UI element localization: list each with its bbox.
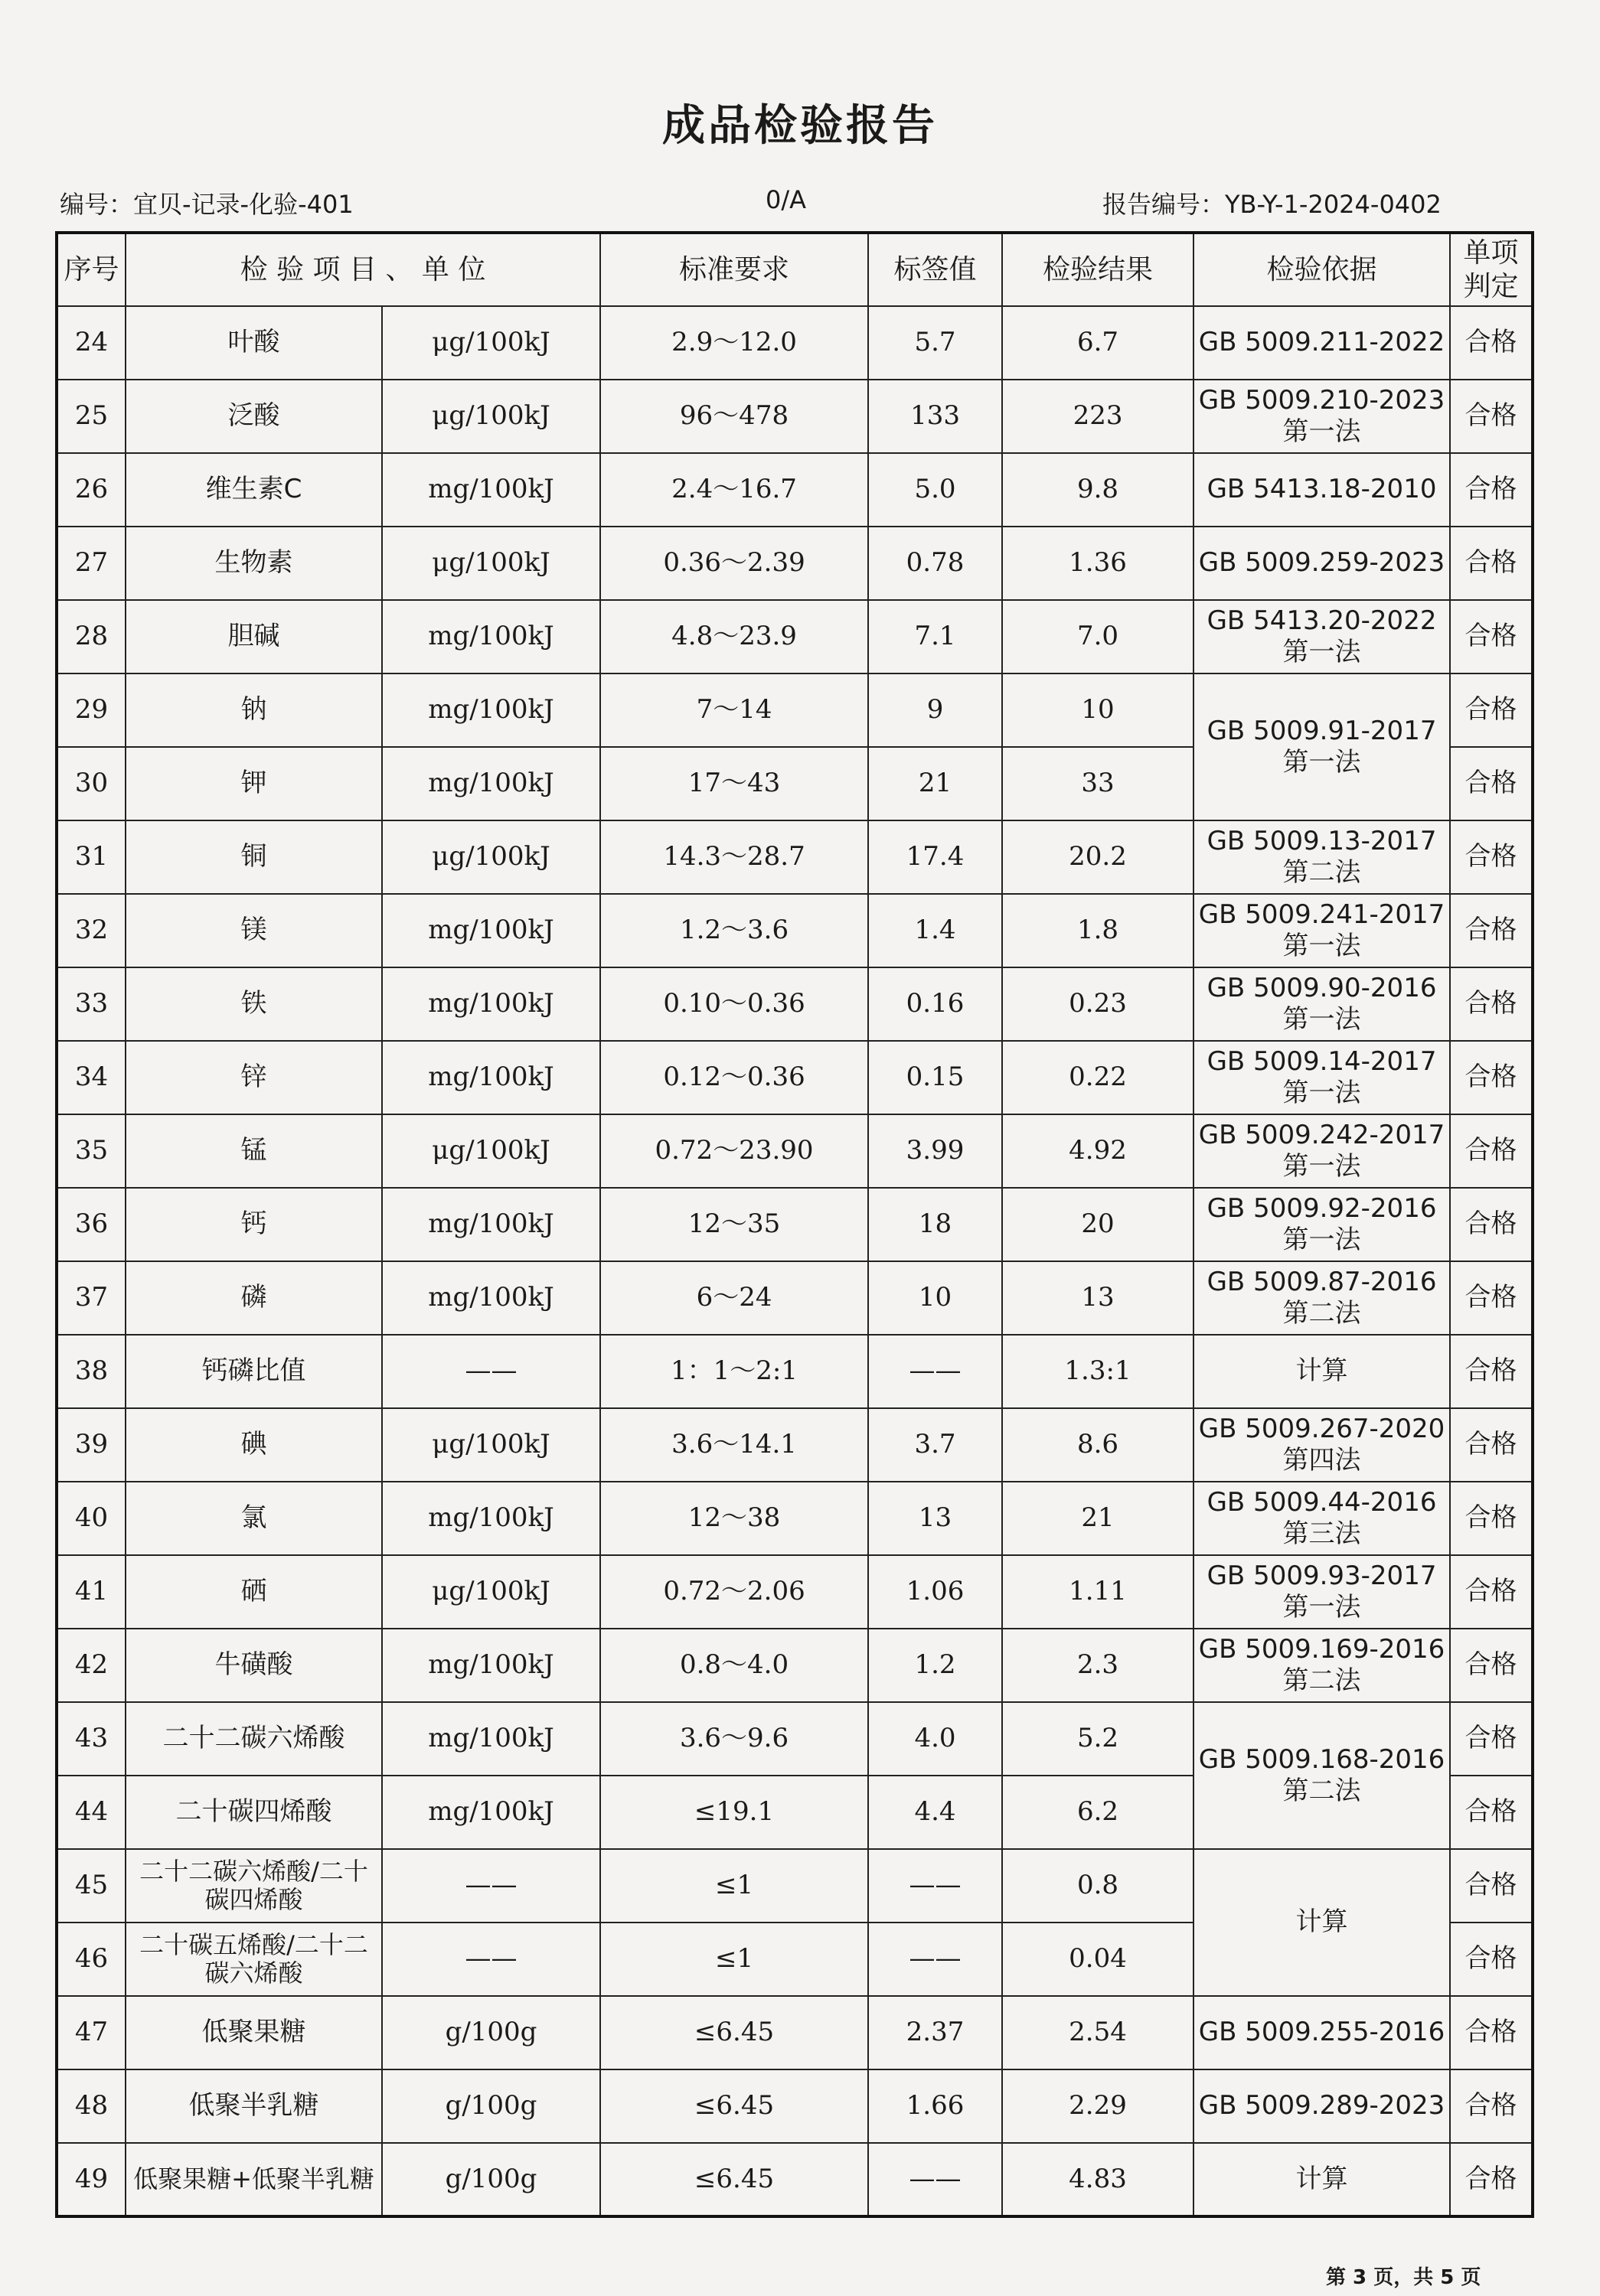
row-label-value: ——	[868, 2143, 1002, 2216]
row-seq: 43	[57, 1702, 126, 1776]
row-result: 2.29	[1002, 2069, 1193, 2143]
row-basis	[1193, 1114, 1450, 1188]
basis-line: GB 5009.90-2016	[1207, 972, 1437, 1003]
row-result: 0.22	[1002, 1041, 1193, 1114]
row-unit: g/100g	[382, 1996, 600, 2069]
basis-line: 第二法	[1282, 857, 1361, 888]
row-item-name: 低聚半乳糖	[126, 2069, 382, 2143]
row-result: 0.23	[1002, 967, 1193, 1041]
row-standard: 14.3～28.7	[600, 820, 868, 894]
row-unit: mg/100kJ	[382, 894, 600, 967]
row-result: 4.92	[1002, 1114, 1193, 1188]
document-code: 编号：宜贝-记录-化验-401	[60, 190, 354, 219]
row-standard: 4.8～23.9	[600, 600, 868, 673]
table-header-row	[57, 233, 1533, 306]
basis-line: GB 5009.92-2016	[1207, 1192, 1437, 1224]
row-item-name: 氯	[126, 1482, 382, 1555]
row-verdict: 合格	[1450, 1041, 1533, 1114]
row-basis	[1193, 1041, 1450, 1114]
row-verdict: 合格	[1450, 967, 1533, 1041]
row-basis	[1193, 1996, 1450, 2069]
basis-line: 第一法	[1282, 416, 1361, 447]
row-standard: 0.8～4.0	[600, 1629, 868, 1702]
row-result: 9.8	[1002, 453, 1193, 527]
row-item-name: 镁	[126, 894, 382, 967]
table-row	[57, 1041, 1533, 1114]
row-standard: 12～38	[600, 1482, 868, 1555]
row-result: 6.7	[1002, 306, 1193, 380]
row-basis	[1193, 453, 1450, 527]
row-verdict: 合格	[1450, 1923, 1533, 1996]
row-label-value: 0.16	[868, 967, 1002, 1041]
row-standard: 0.72～2.06	[600, 1555, 868, 1629]
basis-line: 第一法	[1282, 747, 1361, 778]
row-verdict: 合格	[1450, 2143, 1533, 2216]
row-unit: μg/100kJ	[382, 380, 600, 453]
row-basis	[1193, 1482, 1450, 1555]
row-verdict: 合格	[1450, 1776, 1533, 1849]
row-standard: 6～24	[600, 1261, 868, 1335]
row-seq: 41	[57, 1555, 126, 1629]
table-row	[57, 1702, 1533, 1776]
table-row	[57, 1849, 1533, 1923]
row-basis	[1193, 1335, 1450, 1408]
row-standard: ≤1	[600, 1849, 868, 1923]
basis-line: GB 5009.168-2016	[1198, 1743, 1445, 1775]
table-row	[57, 1996, 1533, 2069]
row-item-name: 二十二碳六烯酸	[126, 1702, 382, 1776]
row-result: 1.11	[1002, 1555, 1193, 1629]
basis-line: GB 5009.211-2022	[1198, 327, 1445, 358]
row-basis	[1193, 1261, 1450, 1335]
table-row	[57, 1335, 1533, 1408]
row-unit: mg/100kJ	[382, 747, 600, 820]
row-basis	[1193, 1408, 1450, 1482]
basis-line: 第一法	[1282, 1151, 1361, 1182]
row-seq: 45	[57, 1849, 126, 1923]
row-seq: 42	[57, 1629, 126, 1702]
row-result: 6.2	[1002, 1776, 1193, 1849]
row-label-value: 17.4	[868, 820, 1002, 894]
row-result: 5.2	[1002, 1702, 1193, 1776]
row-standard: ≤19.1	[600, 1776, 868, 1849]
row-result: 1.3:1	[1002, 1335, 1193, 1408]
row-item-name: 钙	[126, 1188, 382, 1261]
row-seq: 30	[57, 747, 126, 820]
row-verdict: 合格	[1450, 306, 1533, 380]
basis-line: GB 5009.267-2020	[1198, 1413, 1445, 1444]
table-row	[57, 1114, 1533, 1188]
row-seq: 44	[57, 1776, 126, 1849]
row-item-name: 胆碱	[126, 600, 382, 673]
row-verdict: 合格	[1450, 1996, 1533, 2069]
row-label-value: 0.78	[868, 527, 1002, 600]
row-label-value: 21	[868, 747, 1002, 820]
basis-line: 计算	[1295, 1355, 1348, 1387]
row-verdict: 合格	[1450, 1188, 1533, 1261]
row-item-name: 锰	[126, 1114, 382, 1188]
table-row	[57, 820, 1533, 894]
row-unit: μg/100kJ	[382, 1555, 600, 1629]
row-unit: ——	[382, 1849, 600, 1923]
basis-line: 第一法	[1282, 931, 1361, 961]
row-unit: mg/100kJ	[382, 600, 600, 673]
basis-line: 第二法	[1282, 1665, 1361, 1696]
row-label-value: ——	[868, 1335, 1002, 1408]
row-unit: ——	[382, 1923, 600, 1996]
row-verdict: 合格	[1450, 747, 1533, 820]
row-item-name: 钾	[126, 747, 382, 820]
row-standard: 3.6～9.6	[600, 1702, 868, 1776]
row-seq: 38	[57, 1335, 126, 1408]
row-label-value: ——	[868, 1849, 1002, 1923]
row-label-value: 1.2	[868, 1629, 1002, 1702]
table-row	[57, 1482, 1533, 1555]
row-verdict: 合格	[1450, 1335, 1533, 1408]
row-result: 2.3	[1002, 1629, 1193, 1702]
row-label-value: 5.0	[868, 453, 1002, 527]
row-standard: 2.9～12.0	[600, 306, 868, 380]
basis-line: GB 5009.87-2016	[1207, 1266, 1437, 1297]
row-verdict: 合格	[1450, 2069, 1533, 2143]
row-result: 20	[1002, 1188, 1193, 1261]
basis-line: GB 5009.241-2017	[1198, 899, 1445, 930]
basis-line: GB 5009.169-2016	[1198, 1633, 1445, 1665]
table-row	[57, 527, 1533, 600]
header-standard: 标准要求	[600, 233, 868, 306]
row-label-value: 9	[868, 673, 1002, 747]
row-verdict: 合格	[1450, 1629, 1533, 1702]
row-basis	[1193, 1555, 1450, 1629]
row-verdict: 合格	[1450, 527, 1533, 600]
row-unit: g/100g	[382, 2143, 600, 2216]
inspection-table	[55, 231, 1534, 2218]
row-basis	[1193, 2143, 1450, 2216]
row-label-value: 18	[868, 1188, 1002, 1261]
basis-line: 计算	[1295, 2163, 1348, 2194]
row-basis	[1193, 673, 1450, 820]
basis-line: 第三法	[1282, 1518, 1361, 1549]
row-unit: mg/100kJ	[382, 967, 600, 1041]
basis-line: 第四法	[1282, 1445, 1361, 1476]
row-verdict: 合格	[1450, 673, 1533, 747]
row-result: 21	[1002, 1482, 1193, 1555]
report-number: 报告编号：YB-Y-1-2024-0402	[1102, 190, 1442, 219]
row-item-name: 叶酸	[126, 306, 382, 380]
row-result: 2.54	[1002, 1996, 1193, 2069]
row-unit: mg/100kJ	[382, 1702, 600, 1776]
row-item-name: 泛酸	[126, 380, 382, 453]
row-seq: 39	[57, 1408, 126, 1482]
row-standard: ≤6.45	[600, 1996, 868, 2069]
row-seq: 48	[57, 2069, 126, 2143]
row-label-value: 1.4	[868, 894, 1002, 967]
row-seq: 47	[57, 1996, 126, 2069]
basis-line: GB 5009.14-2017	[1207, 1045, 1437, 1077]
row-basis	[1193, 1849, 1450, 1996]
row-item-name: 铁	[126, 967, 382, 1041]
row-standard: 3.6～14.1	[600, 1408, 868, 1482]
row-item-name: 钠	[126, 673, 382, 747]
row-basis	[1193, 820, 1450, 894]
row-label-value: 0.15	[868, 1041, 1002, 1114]
table-row	[57, 2069, 1533, 2143]
basis-line: GB 5009.13-2017	[1207, 825, 1437, 856]
header-seq: 序号	[57, 233, 126, 306]
row-standard: 1.2～3.6	[600, 894, 868, 967]
row-verdict: 合格	[1450, 453, 1533, 527]
row-unit: ——	[382, 1335, 600, 1408]
header-verdict: 单项判定	[1450, 233, 1533, 306]
row-result: 7.0	[1002, 600, 1193, 673]
row-result: 20.2	[1002, 820, 1193, 894]
row-basis	[1193, 380, 1450, 453]
table-row	[57, 2143, 1533, 2216]
header-item-unit: 检 验 项 目 、 单 位	[126, 233, 600, 306]
row-result: 13	[1002, 1261, 1193, 1335]
row-standard: ≤1	[600, 1923, 868, 1996]
row-verdict: 合格	[1450, 380, 1533, 453]
row-item-name: 锌	[126, 1041, 382, 1114]
page-footer: 第 3 页，共 5 页	[1326, 2266, 1481, 2289]
row-seq: 28	[57, 600, 126, 673]
basis-line: GB 5009.242-2017	[1198, 1119, 1445, 1150]
row-seq: 31	[57, 820, 126, 894]
table-row	[57, 894, 1533, 967]
basis-line: GB 5009.93-2017	[1207, 1560, 1437, 1591]
row-item-name: 生物素	[126, 527, 382, 600]
row-item-name: 二十碳四烯酸	[126, 1776, 382, 1849]
row-basis	[1193, 600, 1450, 673]
row-result: 0.04	[1002, 1923, 1193, 1996]
row-label-value: 4.0	[868, 1702, 1002, 1776]
row-item-name: 维生素C	[126, 453, 382, 527]
row-standard: 1：1～2:1	[600, 1335, 868, 1408]
row-unit: mg/100kJ	[382, 1261, 600, 1335]
row-basis	[1193, 894, 1450, 967]
row-label-value: 5.7	[868, 306, 1002, 380]
row-standard: ≤6.45	[600, 2069, 868, 2143]
row-unit: μg/100kJ	[382, 1114, 600, 1188]
row-item-name: 低聚果糖	[126, 1996, 382, 2069]
row-result: 223	[1002, 380, 1193, 453]
row-unit: μg/100kJ	[382, 820, 600, 894]
basis-line: 第一法	[1282, 1592, 1361, 1623]
row-unit: μg/100kJ	[382, 1408, 600, 1482]
row-label-value: 2.37	[868, 1996, 1002, 2069]
row-seq: 36	[57, 1188, 126, 1261]
row-verdict: 合格	[1450, 1702, 1533, 1776]
row-verdict: 合格	[1450, 894, 1533, 967]
basis-line: GB 5009.255-2016	[1198, 2017, 1445, 2048]
basis-line: 第二法	[1282, 1776, 1361, 1806]
row-item-name: 二十碳五烯酸/二十二碳六烯酸	[126, 1923, 382, 1996]
row-result: 33	[1002, 747, 1193, 820]
row-result: 4.83	[1002, 2143, 1193, 2216]
row-standard: 2.4～16.7	[600, 453, 868, 527]
row-item-name: 磷	[126, 1261, 382, 1335]
row-standard: ≤6.45	[600, 2143, 868, 2216]
table-row	[57, 967, 1533, 1041]
row-label-value: 3.7	[868, 1408, 1002, 1482]
row-seq: 33	[57, 967, 126, 1041]
row-verdict: 合格	[1450, 1555, 1533, 1629]
row-item-name: 牛磺酸	[126, 1629, 382, 1702]
report-title: 成品检验报告	[662, 101, 938, 151]
row-item-name: 硒	[126, 1555, 382, 1629]
row-standard: 17～43	[600, 747, 868, 820]
row-seq: 26	[57, 453, 126, 527]
table-row	[57, 1555, 1533, 1629]
basis-line: 第一法	[1282, 637, 1361, 667]
basis-line: GB 5009.289-2023	[1198, 2090, 1445, 2122]
row-basis	[1193, 1702, 1450, 1849]
basis-line: 第一法	[1282, 1078, 1361, 1108]
row-standard: 12～35	[600, 1188, 868, 1261]
row-basis	[1193, 1188, 1450, 1261]
row-label-value: 1.66	[868, 2069, 1002, 2143]
basis-line: 计算	[1295, 1906, 1348, 1938]
row-basis	[1193, 967, 1450, 1041]
row-seq: 49	[57, 2143, 126, 2216]
row-result: 10	[1002, 673, 1193, 747]
row-label-value: 133	[868, 380, 1002, 453]
row-unit: μg/100kJ	[382, 306, 600, 380]
row-basis	[1193, 2069, 1450, 2143]
basis-line: GB 5009.91-2017	[1207, 715, 1437, 746]
basis-line: 第一法	[1282, 1004, 1361, 1035]
row-verdict: 合格	[1450, 1408, 1533, 1482]
table-row	[57, 453, 1533, 527]
row-verdict: 合格	[1450, 1482, 1533, 1555]
table-row	[57, 1408, 1533, 1482]
row-seq: 24	[57, 306, 126, 380]
row-basis	[1193, 306, 1450, 380]
row-seq: 34	[57, 1041, 126, 1114]
basis-line: GB 5413.18-2010	[1207, 474, 1437, 505]
row-standard: 96～478	[600, 380, 868, 453]
row-seq: 25	[57, 380, 126, 453]
row-unit: mg/100kJ	[382, 453, 600, 527]
row-seq: 27	[57, 527, 126, 600]
basis-line: GB 5009.259-2023	[1198, 547, 1445, 579]
row-seq: 40	[57, 1482, 126, 1555]
row-unit: mg/100kJ	[382, 1629, 600, 1702]
row-label-value: 1.06	[868, 1555, 1002, 1629]
row-label-value: 7.1	[868, 600, 1002, 673]
basis-line: GB 5009.210-2023	[1198, 384, 1445, 416]
row-result: 1.8	[1002, 894, 1193, 967]
row-standard: 0.10～0.36	[600, 967, 868, 1041]
table-row	[57, 1629, 1533, 1702]
row-label-value: 10	[868, 1261, 1002, 1335]
table-row	[57, 1188, 1533, 1261]
row-result: 0.8	[1002, 1849, 1193, 1923]
row-verdict: 合格	[1450, 1114, 1533, 1188]
row-standard: 0.36～2.39	[600, 527, 868, 600]
row-label-value: ——	[868, 1923, 1002, 1996]
row-standard: 0.72～23.90	[600, 1114, 868, 1188]
row-result: 1.36	[1002, 527, 1193, 600]
row-item-name: 二十二碳六烯酸/二十碳四烯酸	[126, 1849, 382, 1923]
row-item-name: 钙磷比值	[126, 1335, 382, 1408]
row-item-name: 碘	[126, 1408, 382, 1482]
row-unit: mg/100kJ	[382, 1188, 600, 1261]
basis-line: 第一法	[1282, 1225, 1361, 1255]
basis-line: 第二法	[1282, 1298, 1361, 1329]
row-item-name: 低聚果糖+低聚半乳糖	[126, 2143, 382, 2216]
table-row	[57, 306, 1533, 380]
header-basis: 检验依据	[1193, 233, 1450, 306]
row-unit: mg/100kJ	[382, 1776, 600, 1849]
table-row	[57, 1261, 1533, 1335]
row-seq: 35	[57, 1114, 126, 1188]
row-unit: mg/100kJ	[382, 1482, 600, 1555]
table-row	[57, 600, 1533, 673]
header-result: 检验结果	[1002, 233, 1193, 306]
row-result: 8.6	[1002, 1408, 1193, 1482]
row-seq: 37	[57, 1261, 126, 1335]
basis-line: GB 5009.44-2016	[1207, 1486, 1437, 1518]
table-row	[57, 673, 1533, 747]
row-unit: g/100g	[382, 2069, 600, 2143]
row-verdict: 合格	[1450, 1261, 1533, 1335]
row-label-value: 13	[868, 1482, 1002, 1555]
basis-line: GB 5413.20-2022	[1207, 605, 1437, 636]
row-unit: mg/100kJ	[382, 673, 600, 747]
row-standard: 0.12～0.36	[600, 1041, 868, 1114]
row-verdict: 合格	[1450, 1849, 1533, 1923]
header-label-value: 标签值	[868, 233, 1002, 306]
row-verdict: 合格	[1450, 820, 1533, 894]
row-seq: 32	[57, 894, 126, 967]
row-unit: μg/100kJ	[382, 527, 600, 600]
row-label-value: 4.4	[868, 1776, 1002, 1849]
row-unit: mg/100kJ	[382, 1041, 600, 1114]
row-basis	[1193, 1629, 1450, 1702]
table-row	[57, 380, 1533, 453]
row-seq: 29	[57, 673, 126, 747]
row-verdict: 合格	[1450, 600, 1533, 673]
row-standard: 7～14	[600, 673, 868, 747]
row-basis	[1193, 527, 1450, 600]
row-item-name: 铜	[126, 820, 382, 894]
row-seq: 46	[57, 1923, 126, 1996]
row-label-value: 3.99	[868, 1114, 1002, 1188]
document-version: 0/A	[766, 185, 807, 214]
